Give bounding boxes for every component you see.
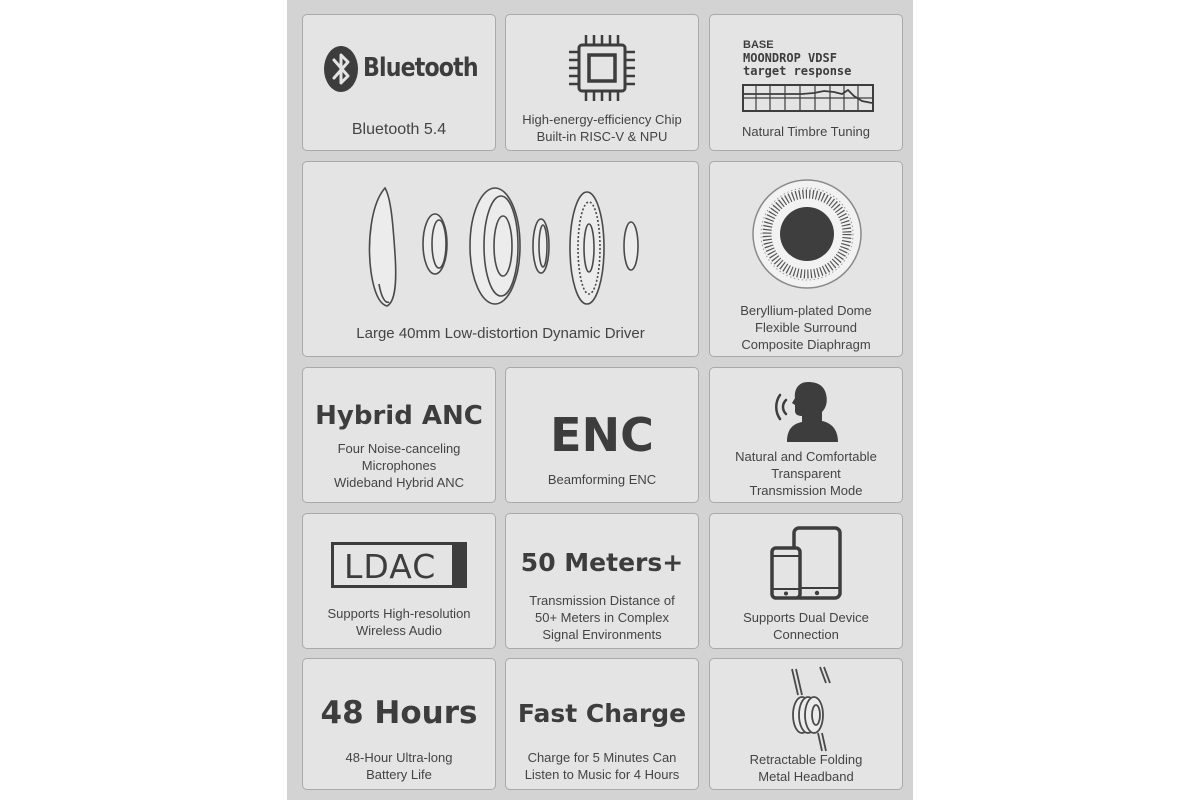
headband-icon: [784, 665, 834, 753]
card-bluetooth: [302, 14, 496, 151]
card-chip: [505, 14, 699, 151]
ldac-desc: Supports High-resolution Wireless Audio: [327, 606, 471, 638]
battery-title: 48 Hours: [320, 695, 478, 731]
bluetooth-desc: Bluetooth 5.4: [351, 121, 447, 138]
phone-tablet-icon: [770, 526, 844, 600]
enc-title: ENC: [550, 408, 654, 462]
card-transparent-mode: [709, 367, 903, 503]
transparent-desc: Natural and Comfortable Transparent Transmission Mode: [735, 449, 877, 498]
ldac-logo-text: LDAC: [344, 547, 437, 586]
ldac-logo: [331, 542, 467, 588]
frequency-response-icon: [742, 84, 874, 112]
diaphragm-icon: [751, 178, 863, 290]
ldac-logo-bar: [452, 545, 464, 585]
battery-desc: 48-Hour Ultra-long Battery Life: [345, 750, 453, 782]
anc-desc: Four Noise-canceling Microphones Wideband Hybrid ANC: [333, 441, 465, 490]
card-hybrid-anc: [302, 367, 496, 503]
bluetooth-logo-icon: [323, 45, 359, 93]
tuning-desc: Natural Timbre Tuning: [742, 124, 870, 139]
anc-title: Hybrid ANC: [315, 401, 483, 431]
card-driver: [302, 161, 699, 357]
chip-icon: [569, 35, 635, 101]
diaphragm-desc: Beryllium-plated Dome Flexible Surround Composite Diaphragm: [740, 303, 872, 352]
tuning-base: BASE: [743, 39, 774, 51]
charge-title: Fast Charge: [517, 699, 687, 728]
charge-desc: Charge for 5 Minutes Can Listen to Music for 4 Hours: [524, 750, 680, 782]
card-enc: [505, 367, 699, 503]
tuning-target-line1: MOONDROP VDSF: [743, 51, 837, 65]
headband-desc: Retractable Folding Metal Headband: [749, 752, 863, 784]
bluetooth-logo-text: Bluetooth: [363, 53, 478, 83]
exploded-driver-icon: [365, 184, 639, 316]
card-fast-charge: [505, 658, 699, 790]
card-battery: [302, 658, 496, 790]
enc-desc: Beamforming ENC: [547, 472, 657, 487]
range-desc: Transmission Distance of 50+ Meters in Complex Signal Environments: [529, 593, 675, 642]
driver-desc: Large 40mm Low-distortion Dynamic Driver: [356, 325, 645, 342]
card-dual-device: [709, 513, 903, 649]
card-range: [505, 513, 699, 649]
card-headband: [709, 658, 903, 790]
chip-desc: High-energy-efficiency Chip Built-in RISC-V & NPU: [522, 112, 682, 144]
card-tuning: [709, 14, 903, 151]
card-ldac: [302, 513, 496, 649]
dual-desc: Supports Dual Device Connection: [743, 610, 869, 642]
person-listening-icon: [778, 378, 840, 442]
card-diaphragm: [709, 161, 903, 357]
tuning-target-line2: target response: [743, 64, 852, 78]
range-title: 50 Meters+: [520, 548, 684, 577]
